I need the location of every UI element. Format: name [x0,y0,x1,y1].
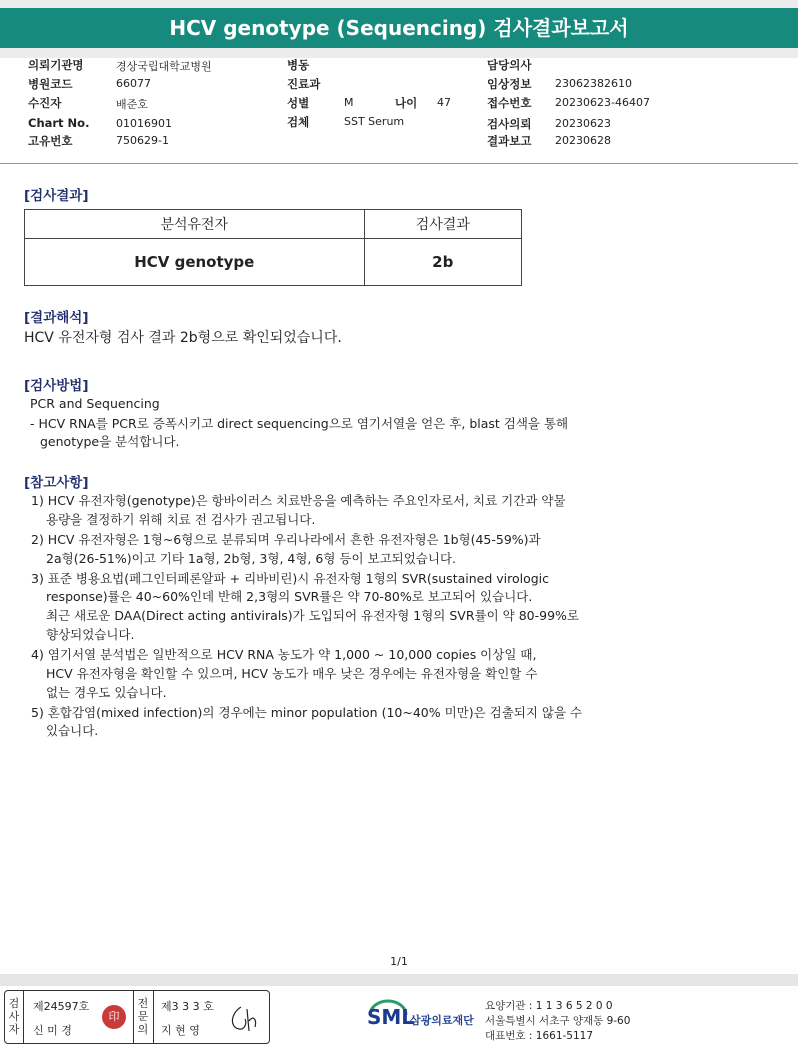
header-divider [0,163,798,164]
info-value-institution: 경상국립대학교병원 [116,60,212,73]
info-label-unique-no: 고유번호 [28,134,73,148]
results-table [24,209,522,286]
specialist-label-char: 전 [137,997,149,1010]
note-line-9: 4) 염기서열 분석법은 일반적으로 HCV RNA 농도가 약 1,000 ~ 10,000 copies 이상일 때, [31,647,537,662]
note-line-10: HCV 유전자형을 확인할 수 있으며, HCV 농도가 매우 낮은 경우에는 유전자형을 확인할 수 [46,666,538,681]
sml-logo: SML [367,1005,415,1029]
info-label-request-date: 검사의뢰 [487,117,532,131]
note-line-13: 있습니다. [46,723,99,738]
info-label-report-date: 결과보고 [487,134,532,148]
info-label-receipt-no: 접수번호 [487,96,532,110]
interpretation-text: HCV 유전자형 검사 결과 2b형으로 확인되었습니다. [24,330,342,346]
info-value-age: 47 [437,96,451,109]
method-line-3: genotype을 분석합니다. [40,434,180,449]
note-line-8: 향상되었습니다. [46,627,135,642]
note-line-1: 1) HCV 유전자형(genotype)은 항바이러스 치료반응을 예측하는 주요인자로서, 치료 기간과 약물 [31,493,566,508]
info-label-sex: 성별 [287,96,310,110]
organization-code: 요양기관 : 1 1 3 6 5 2 0 0 [485,1000,613,1012]
specialist-label-char: 문 [137,1010,149,1023]
info-label-institution: 의뢰기관명 [28,58,84,72]
note-line-7: 최근 새로운 DAA(Direct acting antivirals)가 도입되어 유전자형 1형의 SVR률이 약 80-99%로 [46,608,579,623]
results-heading: [검사결과] [24,188,89,204]
info-label-doctor: 담당의사 [487,58,532,72]
info-label-chart-no: Chart No. [28,116,90,130]
results-col-gene-header: 분석유전자 [25,210,365,239]
results-value-cell: 2b [364,239,521,286]
info-value-request-date: 20230623 [555,117,611,130]
info-value-sex: M [344,96,354,109]
info-label-clinical-info: 임상정보 [487,77,532,91]
info-value-clinical-info: 23062382610 [555,77,632,90]
info-label-specimen: 검체 [287,115,310,129]
examiner-label-char: 자 [8,1023,20,1036]
examiner-label-char: 사 [8,1010,20,1023]
note-line-12: 5) 혼합감염(mixed infection)의 경우에는 minor population (10~40% 미만)은 검출되지 않을 수 [31,705,583,720]
note-line-6: response)률은 40~60%인데 반해 2,3형의 SVR률은 약 70-80%로 보고되어 있습니다. [46,589,533,604]
info-label-age: 나이 [395,96,418,110]
info-value-specimen: SST Serum [344,115,405,128]
organization-address: 서울특별시 서초구 양재동 9-60 [485,1015,631,1027]
method-heading: [검사방법] [24,378,89,394]
organization-name: 삼광의료재단 [410,1014,474,1027]
footer-band [0,974,798,986]
report-title: HCV genotype (Sequencing) 검사결과보고서 [169,16,629,40]
info-label-hospital-code: 병원코드 [28,77,73,91]
interpretation-heading: [결과해석] [24,310,89,326]
page-number: 1/1 [390,955,408,968]
results-gene-cell: HCV genotype [25,239,365,286]
seal-stamp-icon: 印 [102,1005,126,1029]
info-value-receipt-no: 20230623-46407 [555,96,650,109]
info-value-chart-no: 01016901 [116,117,172,130]
info-value-unique-no: 750629-1 [116,134,169,147]
method-line-2: - HCV RNA를 PCR로 증폭시키고 direct sequencing으로 염기서열을 얻은 후, blast 검색을 통해 [30,416,569,431]
info-value-patient: 배준호 [116,98,148,111]
info-label-department: 진료과 [287,77,321,91]
notes-heading: [참고사항] [24,475,89,491]
note-line-11: 없는 경우도 있습니다. [46,685,167,700]
method-line-1: PCR and Sequencing [30,396,160,411]
results-col-result-header: 검사결과 [364,210,521,239]
examiner-label-char: 검 [8,997,20,1010]
signature-box [4,990,270,1044]
note-line-2: 용량을 결정하기 위해 치료 전 검사가 권고됩니다. [46,512,316,527]
sign-divider [23,991,24,1043]
examiner-license-no: 제24597호 [33,1000,90,1013]
specialist-license-no: 제3 3 3 호 [161,1000,214,1013]
specialist-label-char: 의 [137,1023,149,1036]
info-label-patient: 수진자 [28,96,62,110]
info-label-ward: 병동 [287,58,310,72]
note-line-4: 2a형(26-51%)이고 기타 1a형, 2b형, 3형, 4형, 6형 등이 보고되었습니다. [46,551,457,566]
specialist-name: 지 현 영 [161,1024,200,1037]
info-value-report-date: 20230628 [555,134,611,147]
examiner-label [7,997,21,1036]
organization-phone: 대표번호 : 1661-5117 [485,1030,594,1042]
note-line-3: 2) HCV 유전자형은 1형~6형으로 분류되며 우리나라에서 흔한 유전자형은 1b형(45-59%)과 [31,532,541,547]
signature-icon [227,1001,261,1035]
info-value-hospital-code: 66077 [116,77,151,90]
specialist-label [136,997,150,1036]
sign-divider [133,991,134,1043]
note-line-5: 3) 표준 병용요법(페그인터페론알파 + 리바비린)시 유전자형 1형의 SVR(sustained virologic [31,571,550,586]
table-row [25,239,522,286]
examiner-name: 신 미 경 [33,1024,72,1037]
sign-divider [153,991,154,1043]
